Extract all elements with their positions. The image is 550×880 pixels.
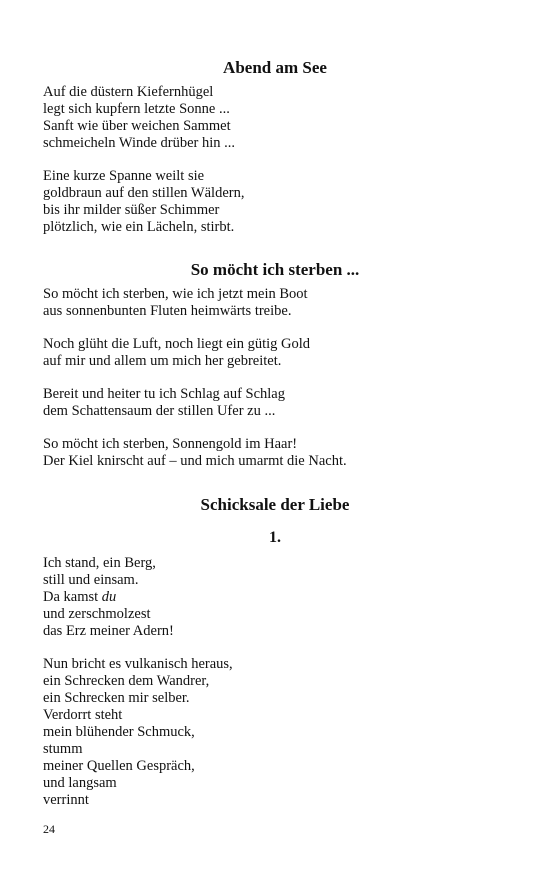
poem-line: still und einsam. — [43, 572, 139, 588]
poem-line: stumm — [43, 741, 83, 757]
page-number: 24 — [43, 822, 55, 836]
poem-line: goldbraun auf den stillen Wäldern, — [43, 185, 245, 201]
poem-line: bis ihr milder süßer Schimmer — [43, 202, 220, 218]
poem-line-text: Da kamst — [43, 589, 102, 605]
poem-title-so-moecht-ich-sterben: So möcht ich sterben ... — [190, 260, 360, 279]
poem-line: ein Schrecken dem Wandrer, — [43, 673, 210, 689]
poem-line: Eine kurze Spanne weilt sie — [43, 168, 205, 184]
emphasized-word: du — [101, 589, 117, 605]
poem-line: Auf die düstern Kiefernhügel — [43, 84, 214, 100]
poem-line: ein Schrecken mir selber. — [43, 690, 190, 706]
poem-line: mein blühender Schmuck, — [43, 724, 195, 740]
poem-line: dem Schattensaum der stillen Ufer zu ... — [43, 403, 276, 419]
poem-line: Verdorrt steht — [43, 707, 123, 723]
poem-line: So möcht ich sterben, wie ich jetzt mein Boot — [43, 286, 308, 302]
poem-title-abend-am-see: Abend am See — [223, 58, 327, 77]
poem-line: verrinnt — [43, 792, 89, 808]
poem-line: Der Kiel knirscht auf – und mich umarmt die Nacht. — [43, 453, 347, 469]
poem-line: und langsam — [43, 775, 117, 791]
poem-line: legt sich kupfern letzte Sonne ... — [43, 101, 230, 117]
poem-line: plötzlich, wie ein Lächeln, stirbt. — [43, 219, 235, 235]
poem-line: Nun bricht es vulkanisch heraus, — [43, 656, 233, 672]
poem-line: schmeicheln Winde drüber hin ... — [43, 135, 236, 151]
poem-part-number: 1. — [269, 529, 281, 546]
poem-line: auf mir und allem um mich her gebreitet. — [43, 353, 282, 369]
poem-line: meiner Quellen Gespräch, — [43, 758, 195, 774]
poem-line: das Erz meiner Adern! — [43, 623, 174, 639]
poem-line — [43, 589, 116, 606]
poem-line: Bereit und heiter tu ich Schlag auf Schlag — [43, 386, 285, 402]
poem-line: Noch glüht die Luft, noch liegt ein gütig Gold — [43, 336, 310, 352]
poem-line: Ich stand, ein Berg, — [43, 555, 156, 571]
poem-line: Sanft wie über weichen Sammet — [43, 118, 231, 134]
poem-line: aus sonnenbunten Fluten heimwärts treibe. — [43, 303, 292, 319]
poem-line: und zerschmolzest — [43, 606, 151, 622]
poem-line: So möcht ich sterben, Sonnengold im Haar! — [43, 436, 298, 452]
poem-title-schicksale-der-liebe: Schicksale der Liebe — [200, 495, 350, 514]
